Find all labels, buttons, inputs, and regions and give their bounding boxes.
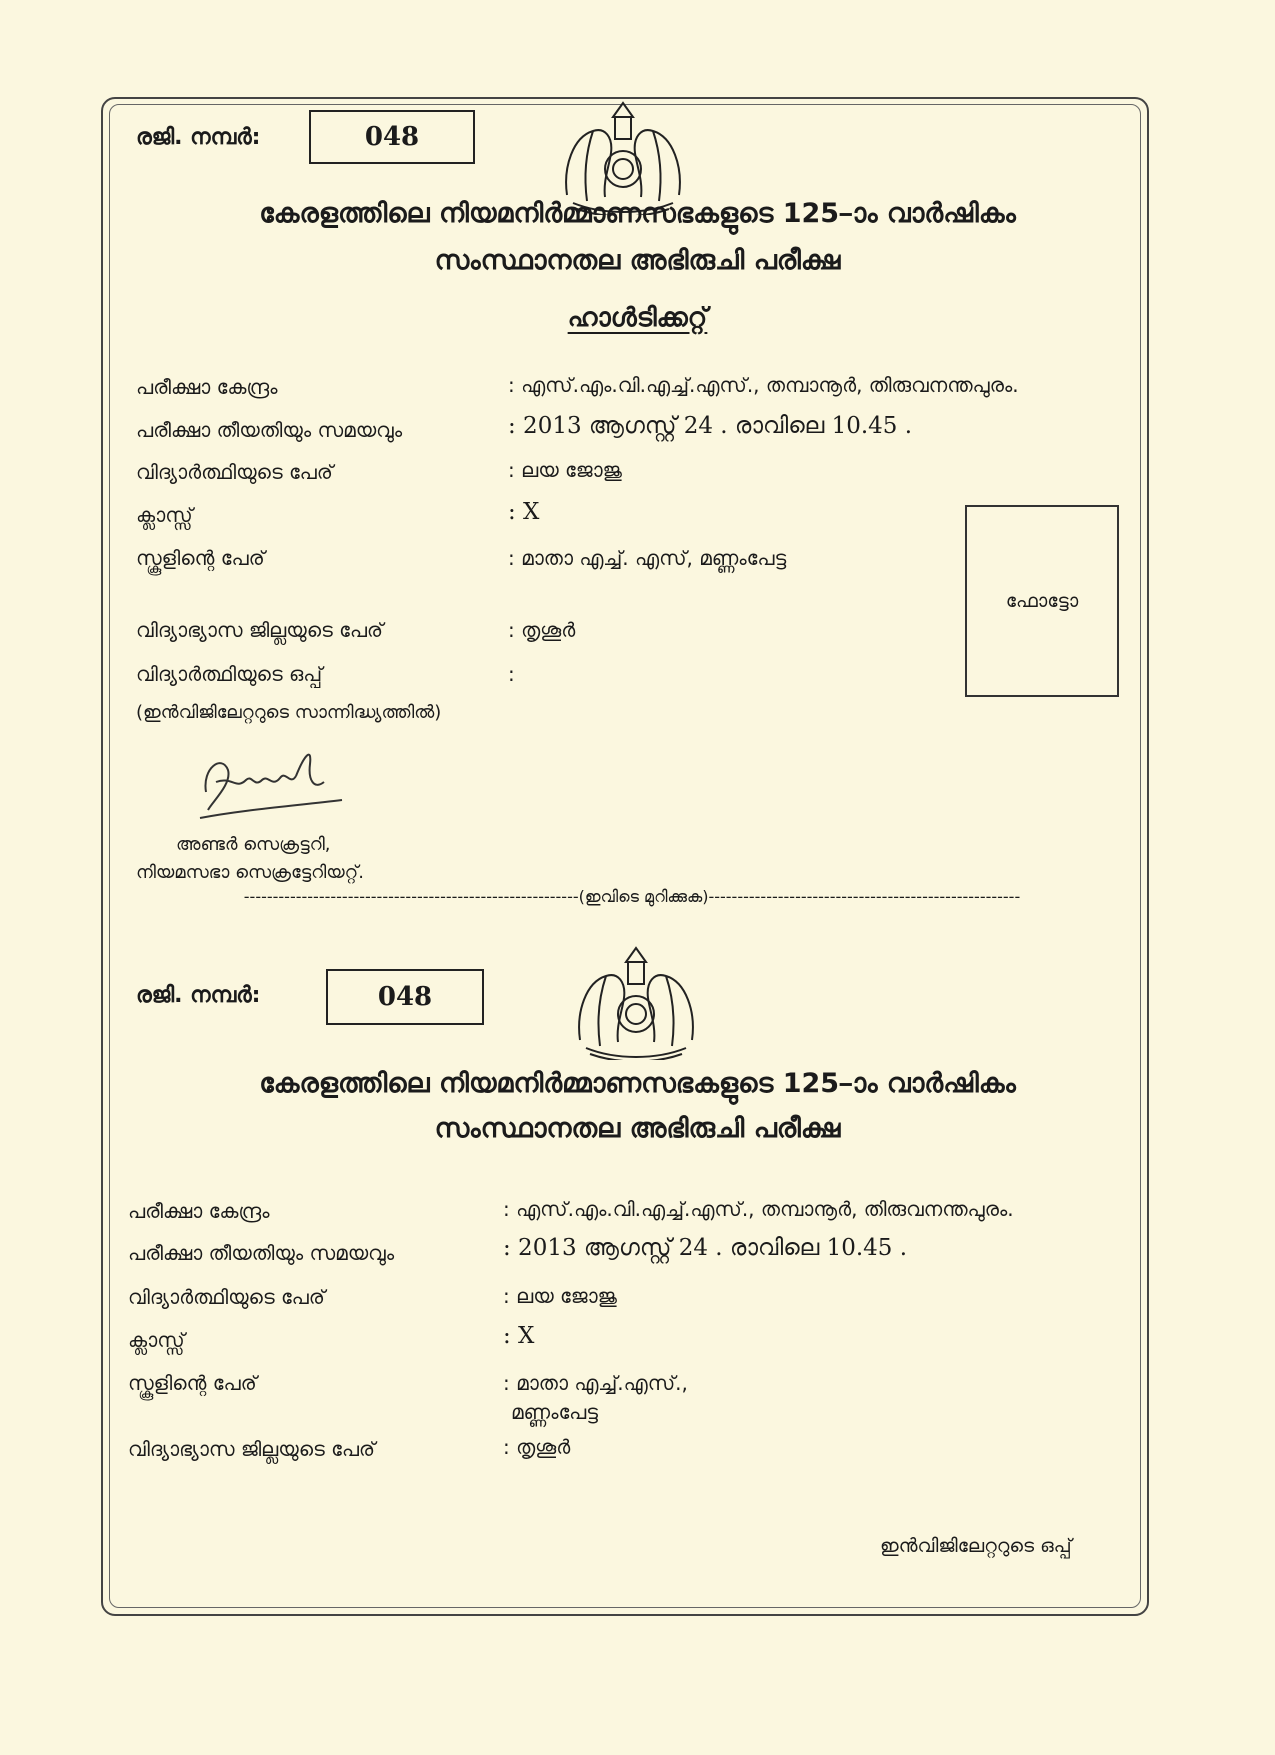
signatory-title: അണ്ടർ സെക്രട്ടറി, [176, 834, 331, 855]
counterfoil-school-name-value: : മാതാ എച്ച്.എസ്., [503, 1371, 688, 1395]
exam-centre-value: : എസ്.എം.വി.എച്ച്.എസ്., തമ്പാനൂർ, തിരുവനന്തപുരം. [508, 373, 1019, 397]
exam-date-label: പരീക്ഷാ തീയതിയും സമയവും [136, 418, 403, 442]
ticket-title-line1: കേരളത്തിലെ നിയമനിർമ്മാണസഭകളുടെ 125–ാം വാർഷികം [259, 198, 1016, 229]
invigilator-presence-note: (ഇൻവിജിലേറ്ററുടെ സാന്നിദ്ധ്യത്തിൽ) [136, 702, 442, 723]
district-label: വിദ്യാഭ്യാസ ജില്ലയുടെ പേര് [136, 618, 384, 642]
district-value: : തൃശൂർ [508, 618, 576, 642]
school-name-value: : മാതാ എച്ച്. എസ്, മണ്ണംപേട്ട [508, 546, 787, 570]
counterfoil-kerala-emblem-icon [566, 942, 706, 1060]
student-signature-value: : [508, 662, 515, 686]
counterfoil-exam-date-label: പരീക്ഷാ തീയതിയും സമയവും [128, 1241, 395, 1265]
counterfoil-student-name-value: : ലയ ജോജു [503, 1284, 617, 1308]
counterfoil-class-label: ക്ലാസ്സ് [128, 1328, 185, 1352]
counterfoil-reg-number-box: 048 [326, 969, 484, 1025]
counterfoil-reg-number-label: രജി. നമ്പർ: [136, 983, 261, 1008]
counterfoil-exam-centre-label: പരീക്ഷാ കേന്ദ്രം [128, 1199, 270, 1223]
photo-box: ഫോട്ടോ [965, 505, 1119, 697]
hall-ticket-heading: ഹാൾടിക്കറ്റ് [567, 303, 708, 333]
exam-date-value: : 2013 ആഗസ്റ്റ് 24 . രാവിലെ 10.45 . [508, 413, 913, 439]
class-value: : X [508, 499, 540, 525]
counterfoil-exam-date-value: : 2013 ആഗസ്റ്റ് 24 . രാവിലെ 10.45 . [503, 1235, 908, 1261]
reg-number-box: 048 [309, 110, 475, 164]
counterfoil-school-place-value: മണ്ണംപേട്ട [511, 1400, 598, 1424]
school-name-label: സ്കൂളിന്റെ പേര് [136, 546, 265, 570]
signatory-office: നിയമസഭാ സെക്രട്ടേറിയറ്റ്. [136, 862, 364, 883]
counterfoil-title-line2: സംസ്ഥാനതല അഭിരുചി പരീക്ഷ [434, 1113, 841, 1144]
student-signature-label: വിദ്യാർത്ഥിയുടെ ഒപ്പ് [136, 662, 323, 686]
counterfoil-title-line1: കേരളത്തിലെ നിയമനിർമ്മാണസഭകളുടെ 125–ാം വാർഷികം [259, 1068, 1016, 1099]
counterfoil-student-name-label: വിദ്യാർത്ഥിയുടെ പേര് [128, 1285, 325, 1309]
exam-centre-label: പരീക്ഷാ കേന്ദ്രം [136, 375, 278, 399]
counterfoil-class-value: : X [503, 1323, 535, 1349]
cut-here-line: ----------------------------------------------------------(ഇവിടെ മുറിക്കുക)------------------------------------------------------ [243, 887, 1021, 906]
student-name-label: വിദ്യാർത്ഥിയുടെ പേര് [136, 460, 333, 484]
student-name-value: : ലയ ജോജു [508, 458, 622, 482]
counterfoil-district-value: : തൃശൂർ [503, 1435, 571, 1459]
counterfoil-school-name-label: സ്കൂളിന്റെ പേര് [128, 1371, 257, 1395]
under-secretary-signature [192, 740, 352, 834]
counterfoil-exam-centre-value: : എസ്.എം.വി.എച്ച്.എസ്., തമ്പാനൂർ, തിരുവനന്തപുരം. [503, 1197, 1014, 1221]
class-label: ക്ലാസ്സ് [136, 503, 193, 527]
ticket-title-line2: സംസ്ഥാനതല അഭിരുചി പരീക്ഷ [434, 245, 841, 276]
counterfoil-district-label: വിദ്യാഭ്യാസ ജില്ലയുടെ പേര് [128, 1437, 376, 1461]
invigilator-signature-label: ഇൻവിജിലേറ്ററുടെ ഒപ്പ് [880, 1535, 1072, 1557]
reg-number-label: രജി. നമ്പർ: [136, 125, 261, 150]
